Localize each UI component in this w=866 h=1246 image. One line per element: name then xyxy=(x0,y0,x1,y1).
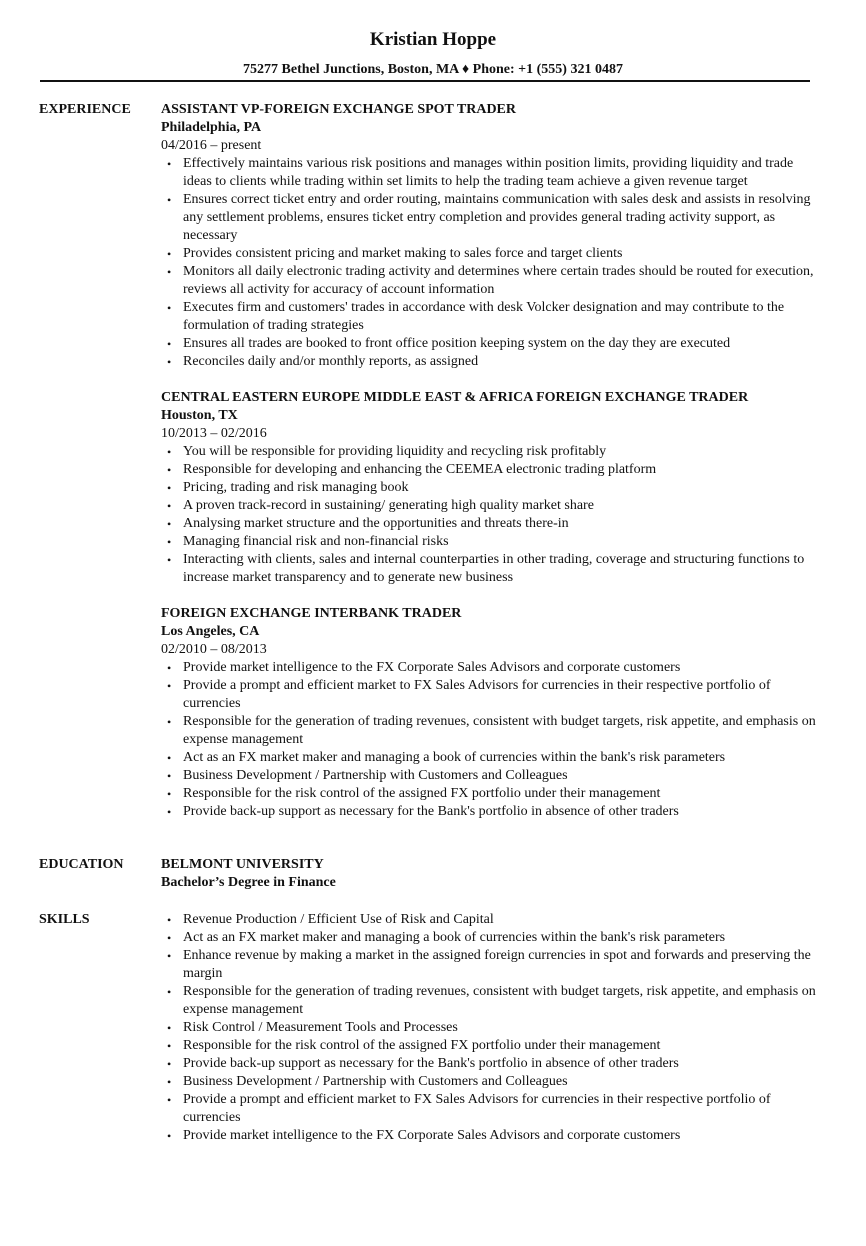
job-dates: 02/2010 – 08/2013 xyxy=(161,642,267,657)
job-title: CENTRAL EASTERN EUROPE MIDDLE EAST & AFRICA FOREIGN EXCHANGE TRADER xyxy=(161,390,749,405)
job-dates: 10/2013 – 02/2016 xyxy=(161,426,267,441)
list-item: • Ensures correct ticket entry and order routing, maintains communication with sales desk and assists in resolving any settlement problems, ensures ticket entry completion and provides general trading activity support, as necessary xyxy=(161,191,821,245)
list-item: • Interacting with clients, sales and internal counterparties in other trading, coverage and structuring functions to increase market transparency and to generate new business xyxy=(161,551,821,587)
list-item: • Business Development / Partnership with Customers and Colleagues xyxy=(161,1073,821,1091)
skills-list xyxy=(161,911,821,1145)
job-title: FOREIGN EXCHANGE INTERBANK TRADER xyxy=(161,606,462,621)
list-item: • You will be responsible for providing liquidity and recycling risk profitably xyxy=(161,443,821,461)
skills-heading: SKILLS xyxy=(39,912,90,927)
job-bullets xyxy=(161,659,821,821)
list-item: • Responsible for the risk control of the assigned FX portfolio under their management xyxy=(161,785,821,803)
list-item: • Provide market intelligence to the FX Corporate Sales Advisors and corporate customers xyxy=(161,659,821,677)
list-item: • Risk Control / Measurement Tools and Processes xyxy=(161,1019,821,1037)
list-item: • Act as an FX market maker and managing a book of currencies within the bank's risk parameters xyxy=(161,929,821,947)
list-item: • Provide back-up support as necessary for the Bank's portfolio in absence of other traders xyxy=(161,803,821,821)
experience-body xyxy=(161,101,821,839)
list-item: • Reconciles daily and/or monthly reports, as assigned xyxy=(161,353,821,371)
school-name: BELMONT UNIVERSITY xyxy=(161,857,324,872)
list-item: • Responsible for the generation of trading revenues, consistent with budget targets, risk appetite, and emphasis on expense management xyxy=(161,713,821,749)
list-item: • Responsible for the risk control of the assigned FX portfolio under their management xyxy=(161,1037,821,1055)
experience-heading: EXPERIENCE xyxy=(39,102,131,117)
list-item: • Business Development / Partnership with Customers and Colleagues xyxy=(161,767,821,785)
list-item: • Pricing, trading and risk managing book xyxy=(161,479,821,497)
header-divider xyxy=(40,80,810,82)
list-item: • Responsible for the generation of trading revenues, consistent with budget targets, risk appetite, and emphasis on expense management xyxy=(161,983,821,1019)
job-bullets xyxy=(161,443,821,587)
list-item: • Enhance revenue by making a market in the assigned foreign currencies in spot and forwards and preserving the margin xyxy=(161,947,821,983)
list-item: • Monitors all daily electronic trading activity and determines where certain trades should be routed for execution, reviews all activity for accuracy of account information xyxy=(161,263,821,299)
job-location: Los Angeles, CA xyxy=(161,624,260,639)
candidate-name: Kristian Hoppe xyxy=(369,29,497,50)
job-entry xyxy=(161,389,821,587)
list-item: • Executes firm and customers' trades in accordance with desk Volcker designation and may contribute to the formulation of trading strategies xyxy=(161,299,821,335)
list-item: • Provides consistent pricing and market making to sales force and target clients xyxy=(161,245,821,263)
list-item: • Revenue Production / Efficient Use of Risk and Capital xyxy=(161,911,821,929)
list-item: • Provide a prompt and efficient market to FX Sales Advisors for currencies in their respective portfolio of currencies xyxy=(161,677,821,713)
list-item: • Managing financial risk and non-financial risks xyxy=(161,533,821,551)
job-location: Houston, TX xyxy=(161,408,238,423)
list-item: • Provide a prompt and efficient market to FX Sales Advisors for currencies in their respective portfolio of currencies xyxy=(161,1091,821,1127)
job-location: Philadelphia, PA xyxy=(161,120,262,135)
job-bullets xyxy=(161,155,821,371)
degree-name: Bachelor’s Degree in Finance xyxy=(161,875,336,890)
list-item: • Responsible for developing and enhancing the CEEMEA electronic trading platform xyxy=(161,461,821,479)
list-item: • Effectively maintains various risk positions and manages within position limits, providing liquidity and trade ideas to clients while trading within set limits to help the trading team achieve a given revenue target xyxy=(161,155,821,191)
job-entry xyxy=(161,605,821,821)
list-item: • Provide market intelligence to the FX Corporate Sales Advisors and corporate customers xyxy=(161,1127,821,1145)
list-item: • Act as an FX market maker and managing a book of currencies within the bank's risk parameters xyxy=(161,749,821,767)
education-heading: EDUCATION xyxy=(39,857,124,872)
job-entry xyxy=(161,101,821,371)
list-item: • A proven track-record in sustaining/ generating high quality market share xyxy=(161,497,821,515)
list-item: • Analysing market structure and the opportunities and threats there-in xyxy=(161,515,821,533)
list-item: • Ensures all trades are booked to front office position keeping system on the day they are executed xyxy=(161,335,821,353)
job-dates: 04/2016 – present xyxy=(161,138,262,153)
job-title: ASSISTANT VP-FOREIGN EXCHANGE SPOT TRADER xyxy=(161,102,517,117)
list-item: • Provide back-up support as necessary for the Bank's portfolio in absence of other traders xyxy=(161,1055,821,1073)
education-body xyxy=(161,856,821,892)
skills-body xyxy=(161,911,821,1145)
contact-line: 75277 Bethel Junctions, Boston, MA ♦ Phone: +1 (555) 321 0487 xyxy=(243,62,623,77)
